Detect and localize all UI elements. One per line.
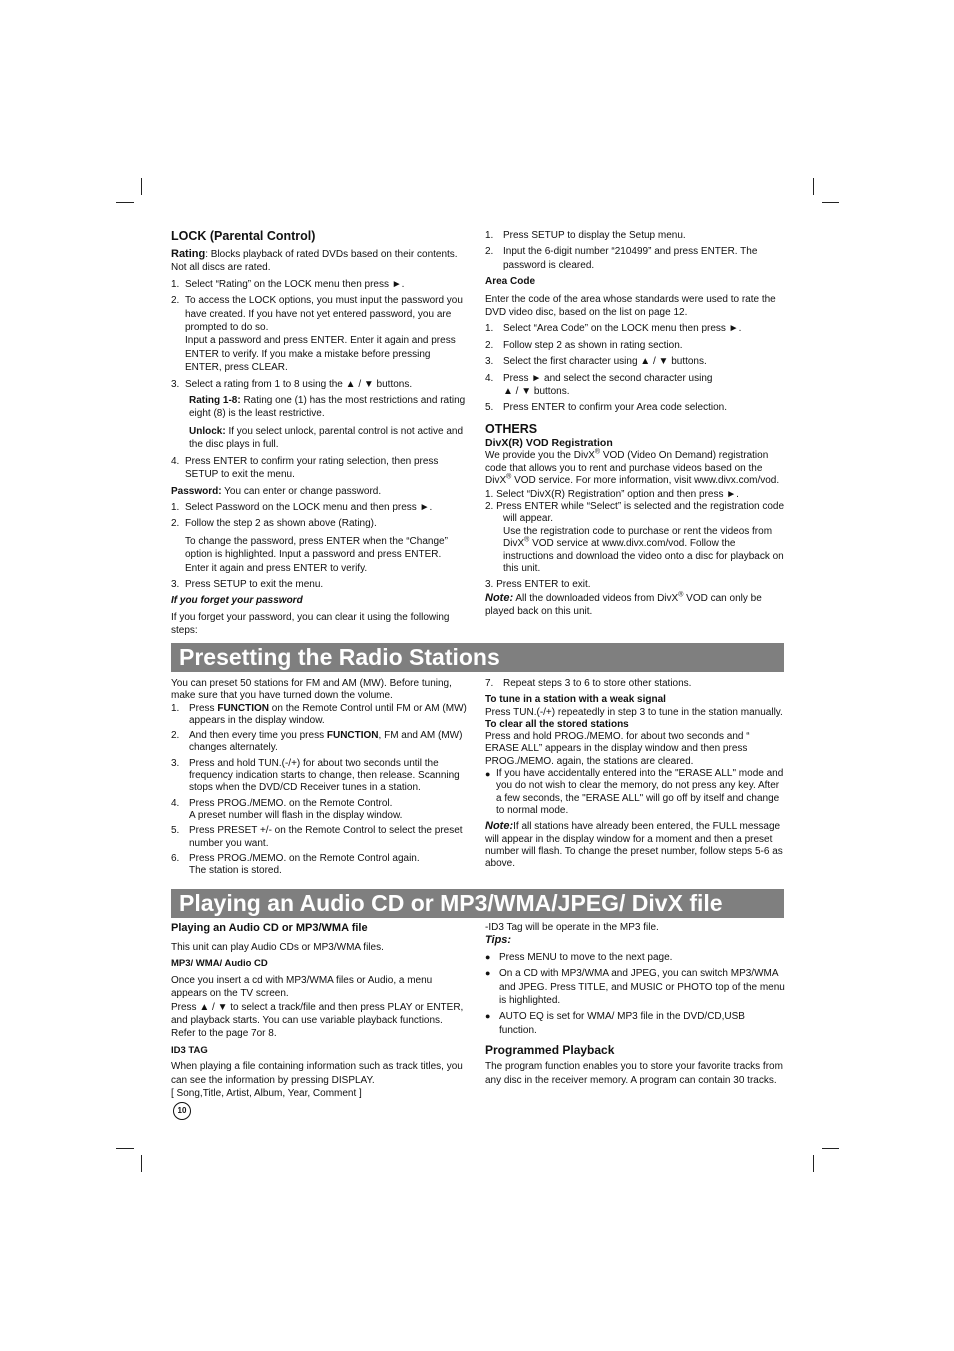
crop-mark xyxy=(141,1155,142,1172)
divx-note: Note: All the downloaded videos from DivX® VOD can only be played back on this unit. xyxy=(485,591,762,618)
crop-mark xyxy=(813,1155,814,1172)
divx-step-3: 3. Press ENTER to exit. xyxy=(485,579,591,591)
password-intro: Password: You can enter or change password. xyxy=(171,485,382,497)
area-code-title: Area Code xyxy=(485,276,536,288)
list-item: 3. Select the first character using ▲ / ▼ buttons. xyxy=(485,356,707,368)
radio-note: Note:If all stations have already been entered, the FULL message will appear in the display window for a moment and then a preset number will flash. To change the preset number, follow steps 5-6 as above. xyxy=(485,820,783,870)
bullet-icon: ● xyxy=(485,951,491,962)
audio-right-section xyxy=(485,921,785,1087)
radio-left-section xyxy=(171,678,467,877)
bullet-icon: ● xyxy=(485,1011,491,1022)
crop-mark xyxy=(116,202,134,203)
list-item: 4. Press ENTER to confirm your rating selection, then press SETUP to exit the menu. xyxy=(171,455,439,481)
divx-step-2: 2. Press ENTER while “Select” is selected and the registration code will appear. xyxy=(485,500,785,525)
list-item: 5. Press PRESET +/- on the Remote Control to select the preset number you want. xyxy=(171,825,463,849)
step2-continued: Input a password and press ENTER. Enter it again and press ENTER to verify. If you make a mistake before pressing ENTER, press CLEAR. xyxy=(185,335,456,374)
programmed-playback-text: The program function enables you to store your favorite tracks from any disc in the receiver memory. A program can contain 30 tracks. xyxy=(485,1061,783,1086)
list-item: 1. Press SETUP to display the Setup menu. xyxy=(485,230,686,241)
audio-intro: This unit can play Audio CDs or MP3/WMA files. xyxy=(171,942,384,953)
id3-text: When playing a file containing information such as track titles, you can see the information by pressing DISPLAY. xyxy=(171,1061,463,1086)
mp3-text-2: Press ▲ / ▼ to select a track/file and then press PLAY or ENTER, and playback starts. You can use variable playback functions. Refer to the page 7or 8. xyxy=(171,1001,464,1040)
list-item: 3. Select a rating from 1 to 8 using the ▲ / ▼ buttons. xyxy=(171,378,413,390)
divx-title: DivX(R) VOD Registration xyxy=(485,436,613,449)
bullet-icon: ● xyxy=(485,968,491,979)
unlock-desc: Unlock: If you select unlock, parental control is not active and the disc plays in full. xyxy=(189,425,464,451)
list-item: 6. Press PROG./MEMO. on the Remote Control again. xyxy=(171,852,420,864)
radio-intro: You can preset 50 stations for FM and AM (MW). Before tuning, make sure that you have turned down the volume. xyxy=(171,678,452,702)
bullet-icon: ● xyxy=(485,769,491,780)
radio-step6b: The station is stored. xyxy=(189,865,282,877)
list-item: 1. Select “Area Code” on the LOCK menu then press ►. xyxy=(485,323,742,335)
crop-mark xyxy=(813,178,814,195)
crop-mark xyxy=(116,1148,134,1149)
password-change-text: To change the password, press ENTER when the “Change” option is highlighted. Input a password and press ENTER. Enter it again and press ENTER to verify. xyxy=(185,535,448,574)
list-item: 3. Press and hold TUN.(-/+) for about two seconds until the frequency indication starts to change, then release. Scanning stops when the DVD/CD Receiver tunes in a station. xyxy=(171,757,460,794)
rating-1-8-desc: Rating 1-8: Rating one (1) has the most restrictions and rating eight (8) is the least restrictive. xyxy=(189,395,466,420)
list-item: 1. Select Password on the LOCK menu and then press ►. xyxy=(171,501,433,513)
mp3-title: MP3/ WMA/ Audio CD xyxy=(171,958,268,970)
list-item: 1. Select “Rating” on the LOCK menu then press ►. xyxy=(171,278,405,290)
list-item: 2. Follow step 2 as shown in rating section. xyxy=(485,339,683,351)
tips-label: Tips: xyxy=(485,934,512,947)
lock-right-section xyxy=(485,229,785,619)
list-item: ● AUTO EQ is set for WMA/ MP3 file in the DVD/CD,USB function. xyxy=(485,1011,745,1036)
area-code-text: Enter the code of the area whose standards were used to rate the DVD video disc, based on the list on page 12. xyxy=(485,293,776,319)
others-title: OTHERS xyxy=(485,421,538,436)
list-item: ● Press MENU to move to the next page. xyxy=(485,951,673,963)
list-item: 3. Press SETUP to exit the menu. xyxy=(171,578,324,590)
list-item: 4. Press ► and select the second character using ▲ / ▼ buttons. xyxy=(485,372,713,398)
list-item: 2. Follow the step 2 as shown above (Rating). xyxy=(171,518,377,530)
rating-label: Rating xyxy=(171,248,206,260)
list-item: 2. And then every time you press FUNCTION, FM and AM (MW) changes alternately. xyxy=(171,730,463,754)
crop-mark xyxy=(822,202,839,203)
page-number: 10 xyxy=(173,1102,191,1120)
lock-title: LOCK (Parental Control) xyxy=(171,229,316,243)
id3-list: [ Song,Title, Artist, Album, Year, Comment ] xyxy=(171,1088,362,1100)
forget-password-text: If you forget your password, you can clear it using the following steps: xyxy=(171,611,450,637)
divx-step-2b: Use the registration code to purchase or rent the videos from DivX® VOD service at www.divx.com/vod. Follow the instructions and download the video onto a disc for playback on this unit. xyxy=(503,525,784,574)
clear-stations-title: To clear all the stored stations xyxy=(485,718,629,730)
id3-operate: -ID3 Tag will be operate in the MP3 file. xyxy=(485,922,659,933)
weak-signal-text: Press TUN.(-/+) repeatedly in step 3 to tune in the station manually. xyxy=(485,706,783,718)
clear-stations-text: Press and hold PROG./MEMO. for about two seconds and “ ERASE ALL” appears in the display window and then press PROG./MEMO. again, the stations are cleared. xyxy=(485,731,750,767)
list-item: 2. Input the 6-digit number “210499” and press ENTER. The password is cleared. xyxy=(485,246,758,271)
rating-intro: Rating: Blocks playback of rated DVDs based on their contents. Not all discs are rated. xyxy=(171,248,458,274)
list-item: 1. Press FUNCTION on the Remote Control until FM or AM (MW) appears in the display window. xyxy=(171,702,467,726)
audio-title: Playing an Audio CD or MP3/WMA file xyxy=(171,922,368,934)
list-item: 7. Repeat steps 3 to 6 to store other stations. xyxy=(485,678,692,689)
weak-signal-title: To tune in a station with a weak signal xyxy=(485,694,666,706)
forget-password-title: If you forget your password xyxy=(171,595,303,607)
crop-mark xyxy=(822,1148,839,1149)
programmed-playback-title: Programmed Playback xyxy=(485,1043,615,1058)
audio-left-section xyxy=(171,921,467,1100)
list-item: 2. To access the LOCK options, you must input the password you have created. If you have not yet entered password, you are prompted to do so. xyxy=(171,295,463,334)
list-item: ● On a CD with MP3/WMA and JPEG, you can switch MP3/WMA and JPEG. Press TITLE, and MUSIC or PHOTO top of the menu is highlighted. xyxy=(485,968,785,1007)
list-item: ● If you have accidentally entered into the "ERASE ALL" mode and you do not wish to clear the memory, do not press any key. After a few seconds, the "ERASE ALL" will go off by itself and change to normal mode. xyxy=(485,768,784,816)
crop-mark xyxy=(141,178,142,195)
radio-step4b: A preset number will flash in the display window. xyxy=(189,809,403,821)
lock-section xyxy=(171,228,467,638)
id3-title: ID3 TAG xyxy=(171,1044,208,1056)
mp3-text-1: Once you insert a cd with MP3/WMA files or Audio, a menu appears on the TV screen. xyxy=(171,974,433,1000)
divx-step-1: 1. Select “DivX(R) Registration” option and then press ►. xyxy=(485,488,739,500)
radio-right-section xyxy=(485,678,785,870)
divx-desc: We provide you the DivX® VOD (Video On Demand) registration code that allows you to rent and purchase videos based on the DivX® VOD service. For more information, visit www.divx.com/vod. xyxy=(485,448,780,487)
list-item: 4. Press PROG./MEMO. on the Remote Control. xyxy=(171,797,393,809)
audio-banner: Playing an Audio CD or MP3/WMA/JPEG/ DivX file xyxy=(171,889,784,918)
list-item: 5. Press ENTER to confirm your Area code selection. xyxy=(485,402,727,414)
radio-banner: Presetting the Radio Stations xyxy=(171,643,784,672)
